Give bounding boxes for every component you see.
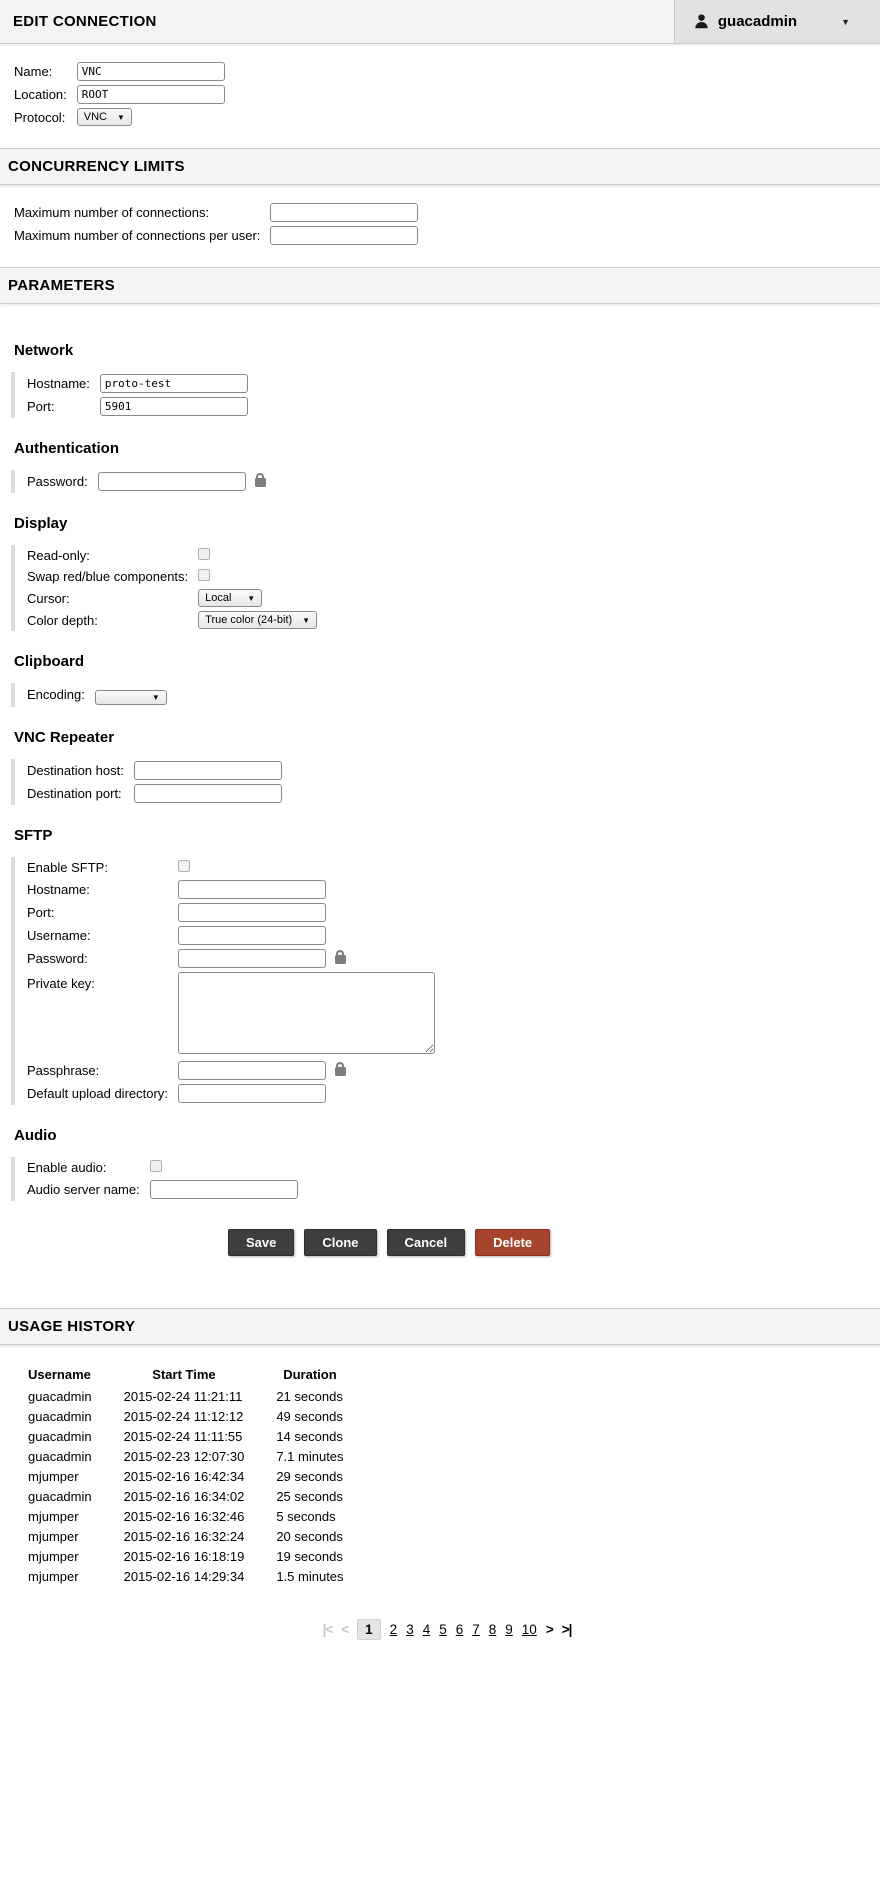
- cursor-select[interactable]: Local ▼: [198, 589, 262, 607]
- page-title: EDIT CONNECTION: [13, 13, 157, 30]
- form-actions: [228, 1229, 866, 1256]
- destination-host-label: Destination host:: [27, 762, 124, 778]
- sftp-private-key-label: Private key:: [27, 975, 95, 991]
- protocol-select[interactable]: VNC ▼: [77, 108, 132, 126]
- lock-icon: [255, 478, 266, 487]
- parameters-section: [0, 304, 880, 1308]
- usage-history-section: [0, 1345, 880, 1668]
- table-header-row: [28, 1365, 360, 1387]
- sftp-username-field[interactable]: [178, 926, 326, 945]
- authentication-subsection: [14, 440, 866, 493]
- name-field[interactable]: [77, 62, 225, 81]
- destination-port-field[interactable]: [134, 784, 282, 803]
- port-label: Port:: [27, 399, 55, 414]
- usage-history-section-header: USAGE HISTORY: [0, 1308, 880, 1345]
- sftp-password-label: Password:: [27, 950, 88, 966]
- sftp-username-label: Username:: [27, 927, 91, 943]
- connection-attributes: [0, 44, 880, 148]
- sftp-password-field[interactable]: [178, 949, 326, 968]
- sftp-upload-directory-label: Default upload directory:: [27, 1085, 168, 1101]
- page-link[interactable]: 8: [488, 1621, 497, 1637]
- name-label: Name:: [14, 64, 53, 79]
- page-link[interactable]: 5: [439, 1621, 447, 1637]
- table-row: mjumper 2015-02-16 16:18:19 19 seconds: [28, 1548, 343, 1564]
- page-header: [0, 0, 880, 44]
- sftp-port-label: Port:: [27, 904, 55, 920]
- column-header-start-time: Start Time: [152, 1366, 216, 1382]
- sftp-enable-label: Enable SFTP:: [27, 859, 108, 875]
- protocol-label: Protocol:: [14, 109, 66, 125]
- sftp-hostname-field[interactable]: [178, 880, 326, 899]
- readonly-label: Read-only:: [27, 548, 90, 563]
- location-field[interactable]: [77, 85, 225, 104]
- sftp-passphrase-label: Passphrase:: [27, 1062, 100, 1078]
- password-label: Password:: [27, 474, 88, 489]
- sftp-port-field[interactable]: [178, 903, 326, 922]
- port-field[interactable]: [100, 397, 248, 416]
- sftp-title: SFTP: [14, 826, 53, 844]
- table-row: guacadmin 2015-02-23 12:07:30 7.1 minutes: [28, 1448, 344, 1464]
- audio-enable-label: Enable audio:: [27, 1159, 107, 1175]
- save-button[interactable]: Save: [228, 1229, 294, 1256]
- destination-host-field[interactable]: [134, 761, 282, 780]
- pagination: [28, 1619, 866, 1640]
- table-row: mjumper 2015-02-16 16:32:46 5 seconds: [28, 1508, 336, 1524]
- network-subsection: [14, 342, 866, 418]
- destination-port-label: Destination port:: [27, 785, 122, 801]
- hostname-label: Hostname:: [27, 376, 90, 391]
- chevron-down-icon: ▼: [151, 692, 160, 702]
- lock-icon: [335, 1067, 346, 1076]
- swap-colors-label: Swap red/blue components:: [27, 569, 189, 584]
- user-menu[interactable]: [674, 0, 880, 43]
- max-connections-per-user-field[interactable]: [270, 226, 418, 245]
- parameters-section-header: PARAMETERS: [0, 267, 880, 304]
- authentication-title: Authentication: [14, 440, 119, 457]
- swap-colors-checkbox[interactable]: [198, 569, 210, 581]
- last-page-icon[interactable]: >|: [561, 1621, 572, 1637]
- table-row: guacadmin 2015-02-24 11:12:12 49 seconds: [28, 1408, 343, 1424]
- page-link[interactable]: 2: [389, 1621, 398, 1637]
- sftp-private-key-textarea[interactable]: [178, 972, 435, 1054]
- audio-enable-checkbox[interactable]: [150, 1160, 162, 1172]
- table-row: mjumper 2015-02-16 14:29:34 1.5 minutes: [28, 1568, 344, 1584]
- color-depth-select[interactable]: True color (24-bit) ▼: [198, 611, 317, 629]
- max-connections-field[interactable]: [270, 203, 418, 222]
- cursor-label: Cursor:: [27, 590, 70, 606]
- prev-page-icon[interactable]: <: [341, 1621, 349, 1637]
- page-link[interactable]: 6: [455, 1621, 464, 1637]
- vnc-repeater-subsection: [14, 729, 866, 805]
- sftp-enable-checkbox[interactable]: [178, 860, 190, 872]
- sftp-hostname-label: Hostname:: [27, 881, 90, 897]
- network-title: Network: [14, 342, 74, 359]
- page-link[interactable]: 9: [505, 1621, 513, 1637]
- page-link[interactable]: 3: [406, 1621, 414, 1637]
- max-connections-label: Maximum number of connections:: [14, 205, 210, 220]
- encoding-label: Encoding:: [27, 687, 85, 703]
- chevron-down-icon: ▼: [247, 593, 256, 603]
- audio-server-field[interactable]: [150, 1180, 298, 1199]
- table-row: mjumper 2015-02-16 16:42:34 29 seconds: [28, 1468, 343, 1484]
- concurrency-section: [0, 185, 880, 267]
- sftp-passphrase-field[interactable]: [178, 1061, 326, 1080]
- display-subsection: [14, 515, 866, 631]
- user-icon: [693, 13, 710, 30]
- clipboard-title: Clipboard: [14, 653, 84, 670]
- table-row: guacadmin 2015-02-24 11:21:11 21 seconds: [28, 1388, 343, 1404]
- chevron-down-icon: ▼: [117, 112, 125, 122]
- page-link[interactable]: 10: [521, 1621, 537, 1637]
- vnc-repeater-title: VNC Repeater: [14, 728, 115, 746]
- password-field[interactable]: [98, 472, 246, 491]
- cancel-button[interactable]: Cancel: [387, 1229, 466, 1256]
- next-page-icon[interactable]: >: [545, 1621, 553, 1637]
- lock-icon: [335, 955, 346, 964]
- delete-button[interactable]: Delete: [475, 1229, 550, 1256]
- concurrency-section-header: CONCURRENCY LIMITS: [0, 148, 880, 185]
- audio-title: Audio: [14, 1126, 57, 1144]
- column-header-duration: Duration: [283, 1366, 337, 1382]
- chevron-down-icon: ▼: [302, 615, 311, 625]
- current-page-indicator[interactable]: 1: [357, 1619, 381, 1640]
- table-row: guacadmin 2015-02-16 16:34:02 25 seconds: [28, 1488, 343, 1504]
- column-header-username: Username: [28, 1366, 91, 1382]
- max-connections-per-user-label: Maximum number of connections per user:: [14, 228, 261, 243]
- location-label: Location:: [14, 87, 67, 102]
- page-link[interactable]: 4: [422, 1621, 431, 1637]
- encoding-select[interactable]: [95, 690, 167, 705]
- hostname-field[interactable]: [100, 374, 248, 393]
- clone-button[interactable]: Clone: [304, 1229, 376, 1256]
- color-depth-label: Color depth:: [27, 612, 98, 628]
- usage-history-table: [28, 1365, 360, 1587]
- table-row: mjumper 2015-02-16 16:32:24 20 seconds: [28, 1528, 343, 1544]
- table-row: guacadmin 2015-02-24 11:11:55 14 seconds: [28, 1428, 343, 1444]
- sftp-upload-directory-field[interactable]: [178, 1084, 326, 1103]
- page-link[interactable]: 7: [472, 1621, 480, 1637]
- clipboard-subsection: [14, 653, 866, 707]
- sftp-subsection: [14, 827, 866, 1105]
- user-name: guacadmin: [717, 13, 798, 30]
- display-title: Display: [14, 515, 68, 532]
- readonly-checkbox[interactable]: [198, 548, 210, 560]
- audio-server-label: Audio server name:: [27, 1181, 140, 1197]
- chevron-down-icon: ▼: [841, 16, 850, 27]
- first-page-icon[interactable]: |<: [322, 1621, 333, 1637]
- audio-subsection: [14, 1127, 866, 1201]
